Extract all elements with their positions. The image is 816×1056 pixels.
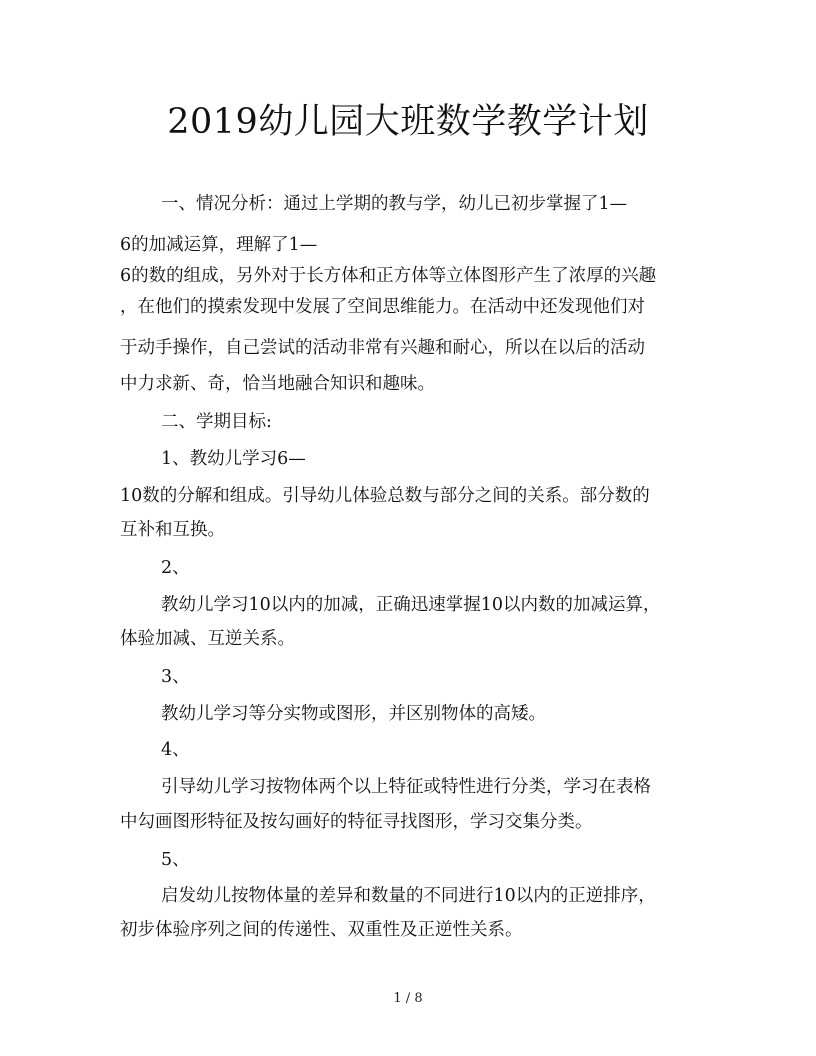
body-line: 启发幼儿按物体量的差异和数量的不同进行10以内的正逆排序， bbox=[161, 886, 656, 906]
body-line: 中力求新、奇，恰当地融合知识和趣味。 bbox=[120, 374, 435, 394]
body-line: 1、教幼儿学习6— bbox=[161, 449, 306, 469]
item-number: 4、 bbox=[161, 740, 190, 760]
body-line: 引导幼儿学习按物体两个以上特征或特性进行分类，学习在表格 bbox=[161, 777, 651, 797]
section-heading: 二、学期目标: bbox=[161, 412, 272, 432]
item-number: 5、 bbox=[161, 850, 190, 870]
body-line: 中勾画图形特征及按勾画好的特征寻找图形，学习交集分类。 bbox=[120, 812, 593, 832]
body-line: 10数的分解和组成。引导幼儿体验总数与部分之间的关系。部分数的 bbox=[120, 486, 650, 506]
body-line: 教幼儿学习10以内的加减，正确迅速掌握10以内数的加减运算， bbox=[161, 595, 661, 615]
document-title: 2019幼儿园大班数学教学计划 bbox=[167, 102, 649, 142]
body-line: ，在他们的摸索发现中发展了空间思维能力。在活动中还发现他们对 bbox=[120, 297, 645, 317]
body-line: 6的加减运算，理解了1— bbox=[120, 235, 318, 255]
body-line: 互补和互换。 bbox=[120, 520, 225, 540]
body-line: 体验加减、互逆关系。 bbox=[120, 629, 295, 649]
item-number: 3、 bbox=[161, 667, 190, 687]
body-line: 于动手操作，自己尝试的活动非常有兴趣和耐心，所以在以后的活动 bbox=[120, 338, 645, 358]
page-indicator: 1 / 8 bbox=[393, 991, 423, 1006]
body-line: 一、情况分析：通过上学期的教与学，幼儿已初步掌握了1— bbox=[161, 194, 628, 214]
body-line: 初步体验序列之间的传递性、双重性及正逆性关系。 bbox=[120, 920, 523, 940]
item-number: 2、 bbox=[161, 558, 190, 578]
body-line: 教幼儿学习等分实物或图形，并区别物体的高矮。 bbox=[161, 704, 546, 724]
body-line: 6的数的组成，另外对于长方体和正方体等立体图形产生了浓厚的兴趣 bbox=[120, 266, 657, 286]
